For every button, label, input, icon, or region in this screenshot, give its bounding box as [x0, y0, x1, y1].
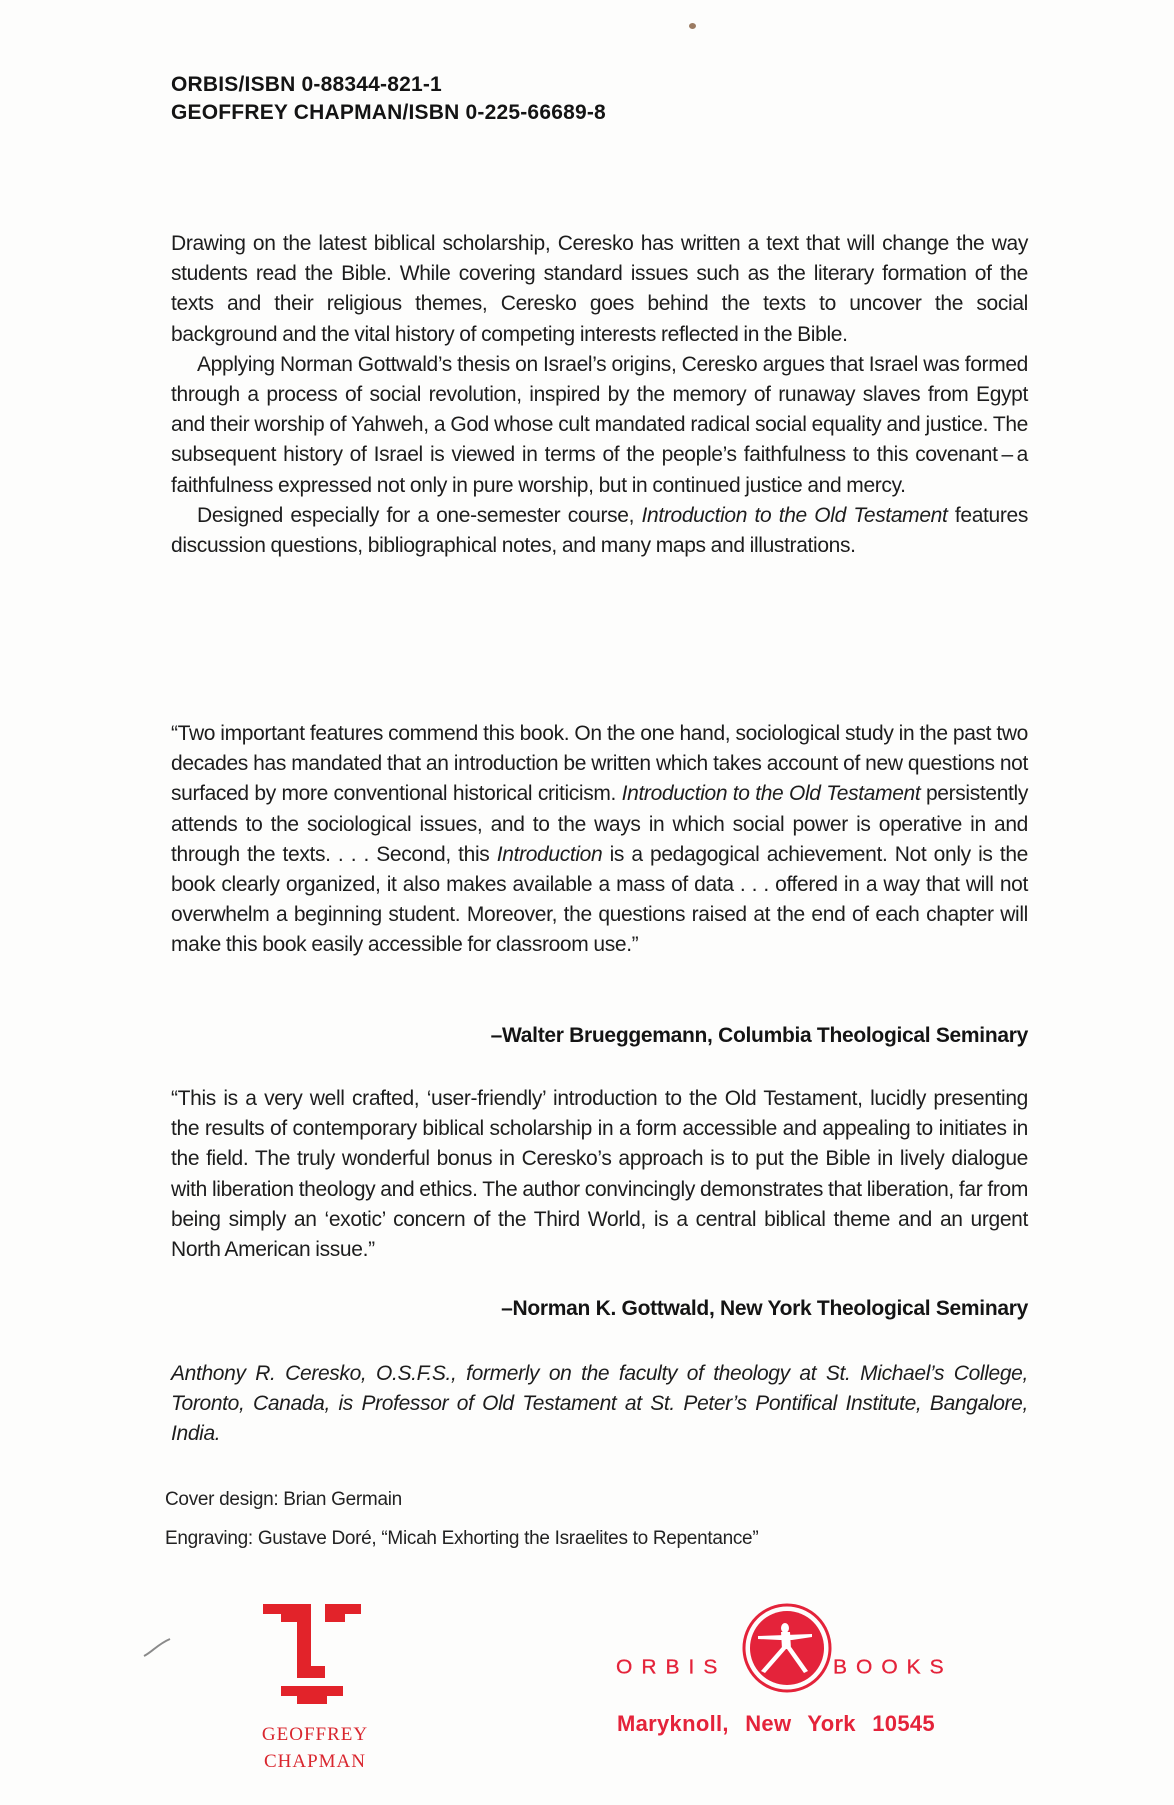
isbn-orbis: ORBIS/ISBN 0-88344-821-1 [171, 73, 442, 96]
orbis-globe-figure-icon [740, 1601, 834, 1695]
endorsement-quote-1 [171, 719, 1028, 961]
description-paragraph-1: Drawing on the latest biblical scholarship, Ceresko has written a text that will change the way students read the Bible. While covering standard issues such as the literary formation of the texts and their religious themes, Ceresko goes behind the texts to uncover the social background and the vital history of competing interests reflected in the Bible. [171, 232, 1028, 346]
wordmark-line-2: CHAPMAN [263, 1751, 367, 1772]
quote-2-attribution: –Norman K. Gottwald, New York Theological Seminary [501, 1297, 1028, 1320]
orbis-wordmark-left: ORBIS [616, 1656, 727, 1679]
endorsement-quote-2 [171, 1084, 1028, 1265]
quote-text: “This is a very well crafted, ‘user-friendly’ introduction to the Old Testament, lucidly presenting the results of contemporary biblical scholarship in a form accessible and appealing to initiates in the field. The truly wonderful bonus in Ceresko’s approach is to put the Bible in lively dialogue with liberation theology and ethics. The author convincingly demonstrates that liberation, far from being simply an ‘exotic’ concern of the Third World, is a central biblical theme and an urgent North American issue.” [171, 1087, 1028, 1262]
engraving-credit: Engraving: Gustave Doré, “Micah Exhorting the Israelites to Repentance” [165, 1528, 759, 1549]
orbis-address: Maryknoll, New York 10545 [617, 1711, 935, 1736]
geoffrey-chapman-logo-icon [255, 1598, 375, 1708]
quote-text [171, 719, 1028, 961]
pencil-mark [140, 1636, 174, 1660]
logo-mouth-step [297, 1694, 327, 1704]
orbis-wordmark-right: BOOKS [833, 1656, 953, 1679]
author-bio-text: Anthony R. Ceresko, O.S.F.S., formerly on the faculty of theology at St. Michael’s College, Toronto, Canada, is Professor of Old Testament at St. Peter’s Pontifical Institute, Bangalore, India. [171, 1362, 1028, 1446]
quote-1-attribution: –Walter Brueggemann, Columbia Theological Seminary [490, 1024, 1028, 1047]
book-title: Introduction [496, 842, 603, 866]
book-title: Introduction to the Old Testament [621, 782, 921, 806]
geoffrey-chapman-wordmark [230, 1721, 400, 1775]
figure-torso [781, 1632, 791, 1649]
cover-design-credit: Cover design: Brian Germain [165, 1489, 402, 1510]
wordmark-line-1: GEOFFREY [261, 1724, 369, 1745]
text-run: features discussion questions, bibliographical notes, and many maps and illustrations. [171, 503, 1028, 558]
isbn-chapman: GEOFFREY CHAPMAN/ISBN 0-225-66689-8 [171, 101, 606, 124]
author-bio [171, 1359, 1028, 1450]
figure-head [781, 1623, 789, 1633]
text-run: “Two important features commend this book. On the one hand, sociological study in the past two decades has mandated that an introduction be written which takes account of new questions not surfaced by more conventional historical criticism. [171, 722, 1028, 806]
text-run: is a pedagogical achievement. Not only is the book clearly organized, it also makes available a mass of data . . . offered in a way that will not overwhelm a beginning student. Moreover, the questions raised at the end of each chapter will make this book easily accessible for classroom use.” [171, 842, 1029, 957]
text-run: persistently attends to the sociological issues, and to the ways in which social power is operative in and through the texts. . . . Second, this [171, 782, 1028, 866]
description-paragraph-3 [171, 501, 1028, 561]
description-paragraph-2: Applying Norman Gottwald’s thesis on Israel’s origins, Ceresko argues that Israel was formed through a process of social revolution, inspired by the memory of runaway slaves from Egypt and their worship of Yahweh, a God whose cult mandated radical social equality and justice. The subsequent history of Israel is viewed in terms of the people’s faithfulness to this covenant – a faithfulness expressed not only in pure worship, but in continued justice and mercy. [171, 352, 1028, 497]
book-title: Introduction to the Old Testament [641, 503, 948, 527]
text-run: Designed especially for a one-semester course, [197, 503, 642, 527]
book-description [171, 229, 1028, 561]
logo-right-brow-step [325, 1612, 345, 1622]
logo-nose-foot [297, 1666, 325, 1678]
scan-speck [689, 23, 696, 29]
